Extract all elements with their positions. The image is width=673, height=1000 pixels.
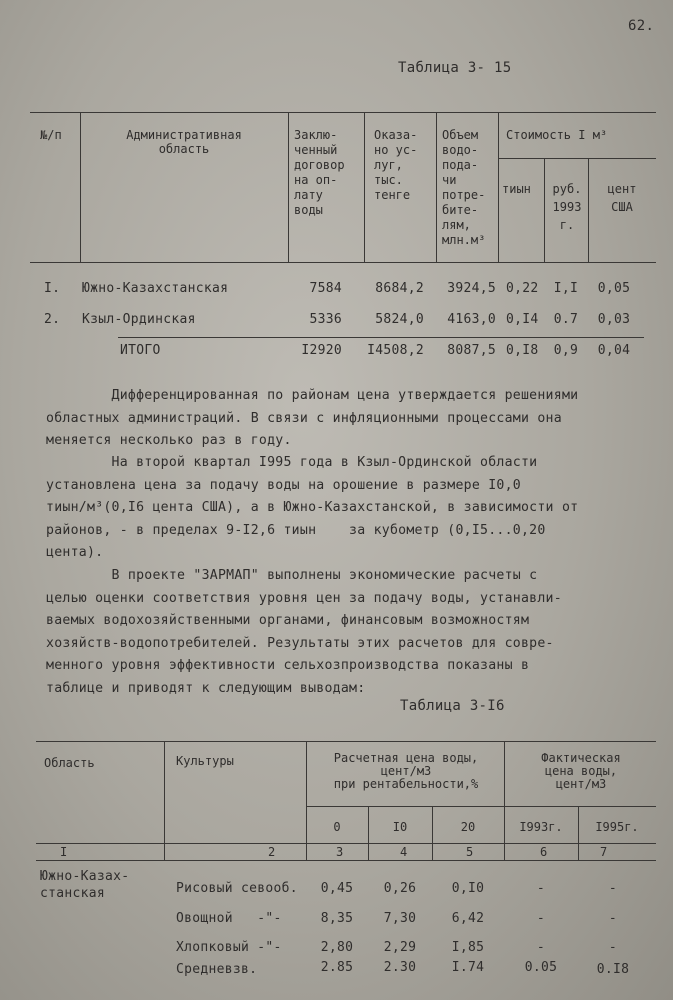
page-number: 62. (628, 18, 655, 34)
t1-header-volume: Объем водо- пода- чи потре- бите- лям, млн.м³ (442, 128, 486, 247)
t1-header-services: Оказа- но ус- луг, тыс. тенге (374, 128, 418, 202)
t2-header-r20: 20 (460, 820, 476, 834)
t2-header-calc: Расчетная цена воды, цент/м3 при рентабельности,% (333, 751, 479, 791)
t1-header-rub: руб. 1993 г. (552, 182, 582, 232)
t2-header-r10: I0 (392, 820, 408, 834)
t1-header-tiyn: тиын (502, 182, 531, 196)
t2-header-actual: Фактическая цена воды, цент/м3 (541, 751, 621, 791)
t2-header-region: Область (44, 756, 95, 770)
paragraph-3: В проекте "ЗАРМАП" выполнены экономические расчеты с целью оценки соответствия уровня цен за подачу воды, устанавли- ваемых водохозяйственными органами, финансовым возможностям хозяйств-водопотребителей. Результаты этих расчетов для совре- менного уровня эффективности сельхозпроизводства показаны в таблице и приводят к следующим выводам: (46, 568, 562, 696)
t1-header-cent: цент США (607, 182, 637, 214)
t1-header-cost: Стоимость I м³ (506, 128, 608, 142)
t2-header-r0: 0 (333, 820, 341, 834)
t1-header-num: №/п (40, 128, 62, 142)
table1-caption: Таблица 3- 15 (398, 60, 512, 76)
paragraph-2: На второй квартал I995 года в Кзыл-Ординской области установлена цена за подачу воды на орошение в размере I0,0 тиын/м³(0,I6 цента США), а в Южно-Казахстанской, в зависимости от районов, - в пределах 9-I2,6 тиын за кубометр (0,I5...0,20 цента). (46, 455, 579, 561)
t2-header-crops: Культуры (176, 754, 234, 768)
t1-header-region: Административная область (126, 128, 242, 156)
t2-header-1995: I995г. (595, 820, 639, 834)
table2-caption: Таблица 3-I6 (400, 698, 505, 714)
paragraph-1: Дифференцированная по районам цена утверждается решениями областных администраций. В связи с инфляционными процессами она меняется несколько раз в году. (46, 388, 579, 449)
t2-region-name: Южно-Казах- станская (40, 869, 130, 901)
t1-header-contract: Заклю- ченный договор на оп- лату воды (294, 128, 345, 217)
t2-header-1993: I993г. (519, 820, 563, 834)
